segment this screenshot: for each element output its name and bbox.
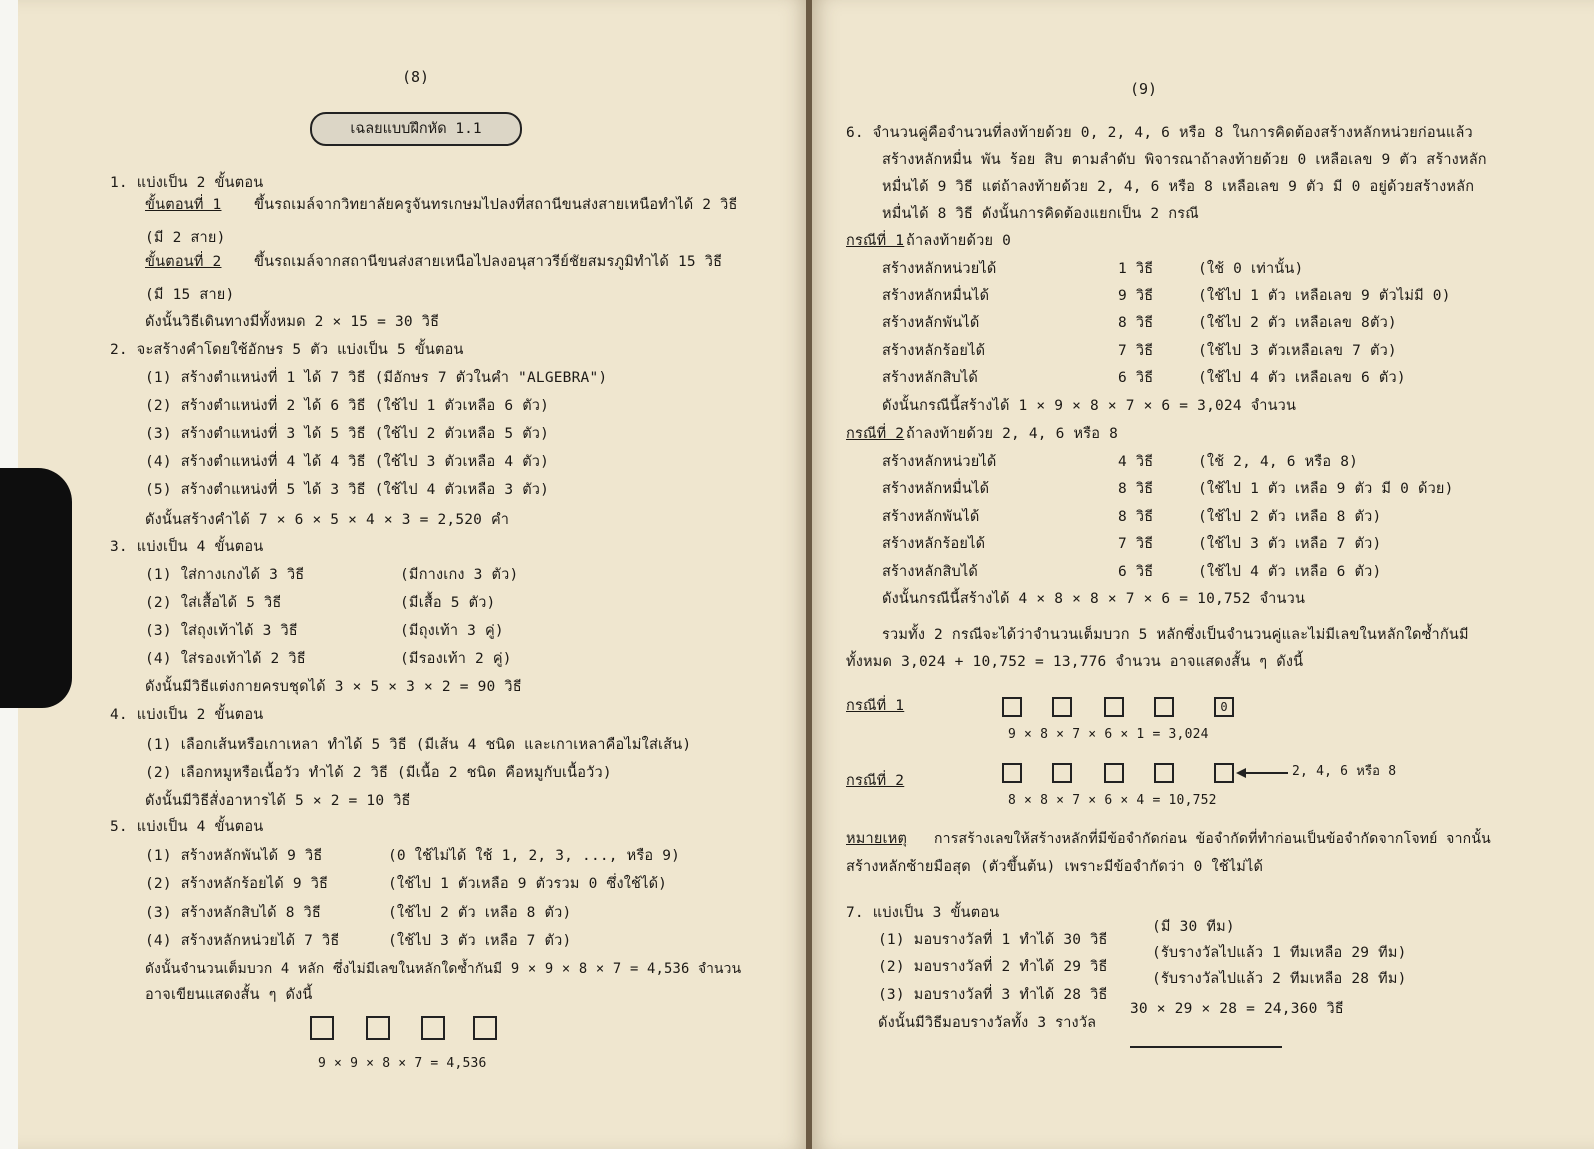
text-line: ถ้าลงท้ายด้วย 2, 4, 6 หรือ 8 <box>906 426 1119 442</box>
text-line: 8 วิธี <box>1118 509 1154 525</box>
arrow-line <box>1244 772 1288 774</box>
result-line: ดังนั้นมีวิธีสั่งอาหารได้ 5 × 2 = 10 วิธี <box>145 793 411 809</box>
answer-6-heading: 6. จำนวนคู่คือจำนวนที่ลงท้ายด้วย 0, 2, 4, 6 หรือ 8 ในการคิดต้องสร้างหลักหน่วยก่อนแล้ว <box>846 125 1473 141</box>
text-line: สร้างหลักร้อยได้ <box>882 536 986 552</box>
text-line: (3) สร้างตำแหน่งที่ 3 ได้ 5 วิธี (ใช้ไป 2 ตัวเหลือ 5 ตัว) <box>145 426 550 442</box>
digit-box <box>1002 763 1022 783</box>
digit-box <box>1104 763 1124 783</box>
text-line: สร้างหลักสิบได้ <box>882 564 979 580</box>
answer-2-heading: 2. จะสร้างคำโดยใช้อักษร 5 ตัว แบ่งเป็น 5 ขั้นตอน <box>110 342 464 358</box>
formula-line: 9 × 9 × 8 × 7 = 4,536 <box>318 1056 487 1071</box>
result-line: ดังนั้นมีวิธีมอบรางวัลทั้ง 3 รางวัล <box>878 1015 1097 1031</box>
text-line: (มี 2 สาย) <box>145 230 226 246</box>
text-line: (ใช้ไป 3 ตัว เหลือ 7 ตัว) <box>388 933 572 949</box>
text-line: หมื่นได้ 8 วิธี ดังนั้นการคิดต้องแยกเป็น 2 กรณี <box>882 206 1199 222</box>
result-line: 30 × 29 × 28 = 24,360 วิธี <box>1130 1001 1344 1017</box>
text-line: (ใช้ไป 1 ตัว เหลือ 9 ตัว มี 0 ด้วย) <box>1198 481 1454 497</box>
text-line: 7 วิธี <box>1118 343 1154 359</box>
answer-3-heading: 3. แบ่งเป็น 4 ขั้นตอน <box>110 539 264 555</box>
text-line: (ใช้ไป 3 ตัว เหลือ 7 ตัว) <box>1198 536 1382 552</box>
text-line: (2) สร้างหลักร้อยได้ 9 วิธี <box>145 876 329 892</box>
text-line: ถ้าลงท้ายด้วย 0 <box>906 233 1011 249</box>
text-line: (มีถุงเท้า 3 คู่) <box>400 623 504 639</box>
text-line: (1) ใส่กางเกงได้ 3 วิธี <box>145 567 305 583</box>
text-line: สร้างหลักหน่วยได้ <box>882 261 997 277</box>
digit-box <box>1154 697 1174 717</box>
text-line: (4) สร้างตำแหน่งที่ 4 ได้ 4 วิธี (ใช้ไป 3 ตัวเหลือ 4 ตัว) <box>145 454 550 470</box>
text-line: สร้างหลักหมื่นได้ <box>882 481 990 497</box>
text-line: 6 วิธี <box>1118 564 1154 580</box>
digit-box <box>1154 763 1174 783</box>
text-line: สร้างหลักร้อยได้ <box>882 343 986 359</box>
text-line: (2) ใส่เสื้อได้ 5 วิธี <box>145 595 282 611</box>
text-line: (มีเสื้อ 5 ตัว) <box>400 595 496 611</box>
result-line: ดังนั้นกรณีนี้สร้างได้ 1 × 9 × 8 × 7 × 6 = 3,024 จำนวน <box>882 398 1297 414</box>
result-line: ดังนั้นมีวิธีแต่งกายครบชุดได้ 3 × 5 × 3 × 2 = 90 วิธี <box>145 679 522 695</box>
text-line: สร้างหลักสิบได้ <box>882 370 979 386</box>
note-text: การสร้างเลขให้สร้างหลักที่มีข้อจำกัดก่อน ข้อจำกัดที่ทำก่อนเป็นข้อจำกัดจากโจทย์ จากนั้น <box>934 831 1491 847</box>
formula-line: 8 × 8 × 7 × 6 × 4 = 10,752 <box>1008 793 1217 808</box>
text-line: (3) ใส่ถุงเท้าได้ 3 วิธี <box>145 623 298 639</box>
text-line: (รับรางวัลไปแล้ว 1 ทีมเหลือ 29 ทีม) <box>1152 945 1407 961</box>
result-line: ดังนั้นจำนวนเต็มบวก 4 หลัก ซึ่งไม่มีเลขในหลักใดซ้ำกันมี 9 × 9 × 8 × 7 = 4,536 จำนวน <box>145 961 742 977</box>
text-line: 9 วิธี <box>1118 288 1154 304</box>
text-line: (มีกางเกง 3 ตัว) <box>400 567 519 583</box>
answer-4-heading: 4. แบ่งเป็น 2 ขั้นตอน <box>110 707 264 723</box>
note-label: หมายเหตุ <box>846 831 908 847</box>
text-line: (1) สร้างหลักพันได้ 9 วิธี <box>145 848 323 864</box>
digit-box <box>473 1016 497 1040</box>
digit-box <box>1052 697 1072 717</box>
case-label: กรณีที่ 2 <box>846 773 905 789</box>
left-page <box>18 0 808 1149</box>
text-line: (มี 15 สาย) <box>145 287 235 303</box>
text-line: (4) สร้างหลักหน่วยได้ 7 วิธี <box>145 933 340 949</box>
text-line: 1 วิธี <box>1118 261 1154 277</box>
result-line: ดังนั้นกรณีนี้สร้างได้ 4 × 8 × 8 × 7 × 6 = 10,752 จำนวน <box>882 591 1306 607</box>
text-line: (ใช้ไป 2 ตัว เหลือ 8 ตัว) <box>1198 509 1382 525</box>
text-line: สร้างหลักหน่วยได้ <box>882 454 997 470</box>
text-line: (2) เลือกหมูหรือเนื้อวัว ทำได้ 2 วิธี (มีเนื้อ 2 ชนิด คือหมูกับเนื้อวัว) <box>145 765 612 781</box>
text-line: อาจเขียนแสดงสั้น ๆ ดังนี้ <box>145 987 313 1003</box>
digit-box <box>421 1016 445 1040</box>
digit-box <box>1002 697 1022 717</box>
text-line: สร้างหลักพันได้ <box>882 315 980 331</box>
text-line: (1) มอบรางวัลที่ 1 ทำได้ 30 วิธี <box>878 932 1108 948</box>
text-line: สร้างหลักหมื่นได้ <box>882 288 990 304</box>
text-line: 7 วิธี <box>1118 536 1154 552</box>
answer-5-heading: 5. แบ่งเป็น 4 ขั้นตอน <box>110 819 264 835</box>
note-text: สร้างหลักซ้ายมือสุด (ตัวขึ้นต้น) เพราะมีข้อจำกัดว่า 0 ใช้ไม่ได้ <box>846 859 1264 875</box>
text-line: (3) สร้างหลักสิบได้ 8 วิธี <box>145 905 321 921</box>
page-number: (9) <box>1130 80 1158 98</box>
digit-box <box>1104 697 1124 717</box>
digit-box <box>366 1016 390 1040</box>
text-line: (ใช้ไป 3 ตัวเหลือเลข 7 ตัว) <box>1198 343 1397 359</box>
text-line: 6 วิธี <box>1118 370 1154 386</box>
case-label: กรณีที่ 1 <box>846 233 905 249</box>
text-line: (2) มอบรางวัลที่ 2 ทำได้ 29 วิธี <box>878 959 1108 975</box>
digit-box <box>1052 763 1072 783</box>
answer-1-heading: 1. แบ่งเป็น 2 ขั้นตอน <box>110 175 264 191</box>
binding-clip <box>0 468 72 708</box>
text-line: (1) สร้างตำแหน่งที่ 1 ได้ 7 วิธี (มีอักษร 7 ตัวในคำ "ALGEBRA") <box>145 370 608 386</box>
text-line: รวมทั้ง 2 กรณีจะได้ว่าจำนวนเต็มบวก 5 หลักซึ่งเป็นจำนวนคู่และไม่มีเลขในหลักใดซ้ำกันมี <box>882 627 1469 643</box>
answer-7-heading: 7. แบ่งเป็น 3 ขั้นตอน <box>846 905 1000 921</box>
step-label: ขั้นตอนที่ 2 <box>145 254 222 270</box>
annotation-text: 2, 4, 6 หรือ 8 <box>1292 764 1397 779</box>
text-line: ขึ้นรถเมล์จากสถานีขนส่งสายเหนือไปลงอนุสาวรีย์ชัยสมรภูมิทำได้ 15 วิธี <box>254 254 723 270</box>
text-line: (รับรางวัลไปแล้ว 2 ทีมเหลือ 28 ทีม) <box>1152 971 1407 987</box>
text-line: (ใช้ไป 4 ตัว เหลือเลข 6 ตัว) <box>1198 370 1406 386</box>
text-line: (2) สร้างตำแหน่งที่ 2 ได้ 6 วิธี (ใช้ไป 1 ตัวเหลือ 6 ตัว) <box>145 398 550 414</box>
text-line: สร้างหลักหมื่น พัน ร้อย สิบ ตามลำดับ พิจารณาถ้าลงท้ายด้วย 0 เหลือเลข 9 ตัว สร้างหลัก <box>882 152 1487 168</box>
digit-box <box>1214 763 1234 783</box>
text-line: (ใช้ 0 เท่านั้น) <box>1198 261 1304 277</box>
text-line: (ใช้ไป 1 ตัวเหลือ 9 ตัวรวม 0 ซึ่งใช้ได้) <box>388 876 668 892</box>
text-line: หมื่นได้ 9 วิธี แต่ถ้าลงท้ายด้วย 2, 4, 6 หรือ 8 เหลือเลข 9 ตัว มี 0 อยู่ด้วยสร้างหลัก <box>882 179 1475 195</box>
text-line: (ใช้ไป 4 ตัว เหลือ 6 ตัว) <box>1198 564 1382 580</box>
text-line: (ใช้ไป 2 ตัว เหลือ 8 ตัว) <box>388 905 572 921</box>
end-rule <box>1130 1046 1282 1048</box>
text-line: (ใช้ไป 1 ตัว เหลือเลข 9 ตัวไม่มี 0) <box>1198 288 1451 304</box>
digit-box-zero: 0 <box>1214 697 1234 717</box>
text-line: 8 วิธี <box>1118 315 1154 331</box>
text-line: (มีรองเท้า 2 คู่) <box>400 651 512 667</box>
text-line: (ใช้ไป 2 ตัว เหลือเลข 8ตัว) <box>1198 315 1397 331</box>
text-line: (0 ใช้ไม่ได้ ใช้ 1, 2, 3, ..., หรือ 9) <box>388 848 681 864</box>
text-line: (มี 30 ทีม) <box>1152 919 1235 935</box>
text-line: (ใช้ 2, 4, 6 หรือ 8) <box>1198 454 1359 470</box>
section-title: เฉลยแบบฝึกหัด 1.1 <box>310 112 522 146</box>
formula-line: 9 × 8 × 7 × 6 × 1 = 3,024 <box>1008 727 1209 742</box>
text-line: สร้างหลักพันได้ <box>882 509 980 525</box>
text-line: (4) ใส่รองเท้าได้ 2 วิธี <box>145 651 306 667</box>
text-line: ทั้งหมด 3,024 + 10,752 = 13,776 จำนวน อาจแสดงสั้น ๆ ดังนี้ <box>846 654 1304 670</box>
page-number: (8) <box>402 68 430 86</box>
step-label: ขั้นตอนที่ 1 <box>145 197 222 213</box>
text-line: (5) สร้างตำแหน่งที่ 5 ได้ 3 วิธี (ใช้ไป 4 ตัวเหลือ 3 ตัว) <box>145 482 550 498</box>
case-label: กรณีที่ 2 <box>846 426 905 442</box>
case-label: กรณีที่ 1 <box>846 698 905 714</box>
result-line: ดังนั้นวิธีเดินทางมีทั้งหมด 2 × 15 = 30 วิธี <box>145 314 440 330</box>
text-line: ขึ้นรถเมล์จากวิทยาลัยครูจันทรเกษมไปลงที่สถานีขนส่งสายเหนือทำได้ 2 วิธี <box>254 197 738 213</box>
right-page <box>812 0 1594 1149</box>
text-line: 8 วิธี <box>1118 481 1154 497</box>
text-line: (1) เลือกเส้นหรือเกาเหลา ทำได้ 5 วิธี (มีเส้น 4 ชนิด และเกาเหลาคือไม่ใส่เส้น) <box>145 737 692 753</box>
digit-box <box>310 1016 334 1040</box>
text-line: 4 วิธี <box>1118 454 1154 470</box>
result-line: ดังนั้นสร้างคำได้ 7 × 6 × 5 × 4 × 3 = 2,520 คำ <box>145 512 510 528</box>
text-line: (3) มอบรางวัลที่ 3 ทำได้ 28 วิธี <box>878 987 1108 1003</box>
